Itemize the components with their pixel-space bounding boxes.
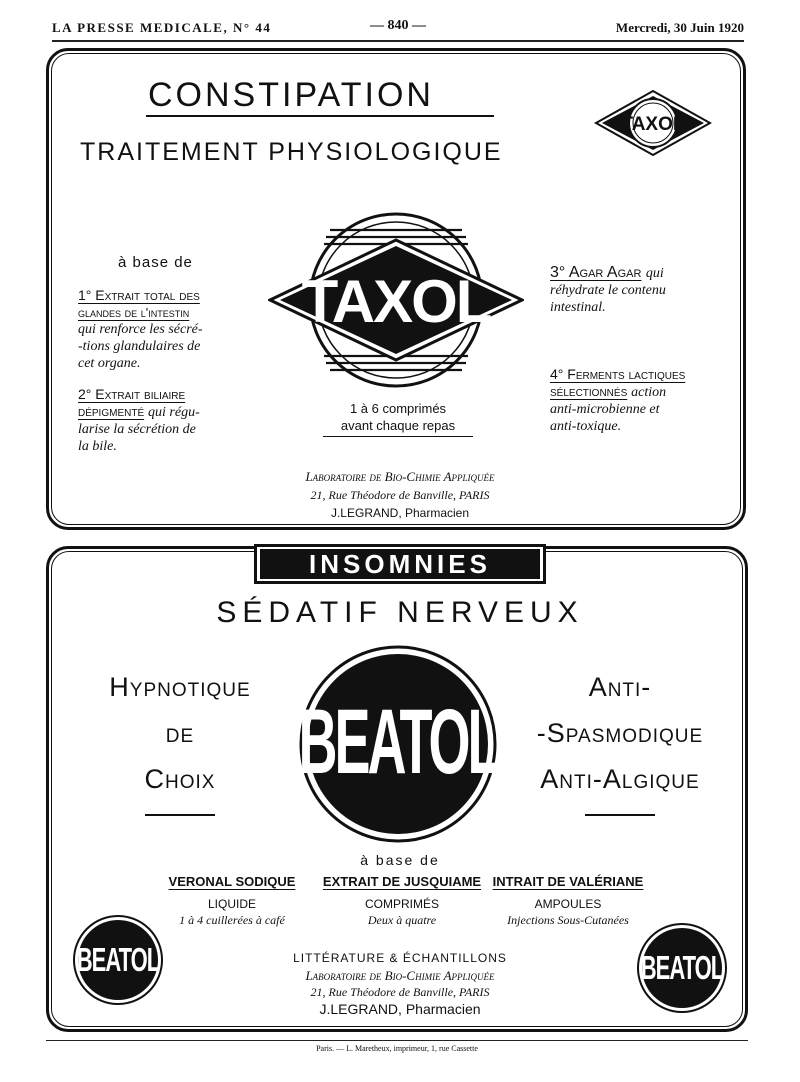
right-claim-2: -Spasmodique [536, 718, 704, 748]
corner-logo-right-text: BEATOL [640, 949, 724, 987]
beatol-col-1 [152, 874, 312, 928]
taxol-pharmacist: J.LEGRAND, Pharmacien [330, 506, 470, 520]
col-2-dose: Deux à quatre [367, 913, 437, 927]
page-header [52, 18, 744, 40]
beatol-left-claims [80, 664, 280, 816]
dosage-line-2: avant chaque repas [340, 418, 456, 433]
taxol-small-logo [594, 88, 712, 158]
beatol-base-label: à base de [360, 852, 440, 868]
col-1-form: LIQUIDE [207, 897, 256, 911]
col-1-head: VERONAL SODIQUE [168, 874, 296, 889]
col-2-head: EXTRAIT DE JUSQUIAME [322, 874, 482, 889]
beatol-lab-block [270, 950, 530, 1018]
taxol-item-3 [550, 264, 720, 316]
beatol-big-logo [298, 644, 498, 844]
item-4-body-b: anti-microbienne et anti-toxique. [550, 402, 660, 434]
beatol-right-claims [510, 664, 730, 816]
beatol-big-logo-text: BEATOL [298, 690, 498, 793]
beatol-corner-logo-right [636, 922, 728, 1014]
taxol-item-1 [78, 287, 238, 372]
taxol-small-logo-text: TAXOL [621, 114, 685, 135]
taxol-base-label: à base de [118, 254, 193, 271]
item-1-head-a: 1° Extrait total des [78, 287, 200, 303]
footer-rule [46, 1040, 748, 1041]
col-3-form: AMPOULES [534, 897, 602, 911]
item-3-body-a: qui [645, 266, 664, 281]
item-2-head-b: dépigmenté [78, 403, 145, 419]
insomnies-banner: INSOMNIES [260, 549, 540, 579]
item-4-head-a: 4° Ferments lactiques [550, 366, 686, 382]
taxol-big-logo-text: TAXOL [301, 268, 491, 335]
beatol-literature: LITTÉRATURE & ÉCHANTILLONS [293, 951, 507, 965]
left-claim-1: Hypnotique [109, 672, 251, 702]
taxol-item-2 [78, 386, 248, 455]
taxol-dosage [300, 400, 496, 437]
left-claim-3: Choix [144, 764, 216, 794]
printer-imprint: Paris. — L. Maretheux, imprimeur, 1, rue Cassette [316, 1044, 478, 1053]
item-2-head-a: 2° Extrait biliaire [78, 386, 186, 402]
journal-title: LA PRESSE MEDICALE, N° 44 [52, 20, 272, 35]
left-claim-2: de [165, 718, 195, 748]
beatol-corner-logo-left [72, 914, 164, 1006]
col-2-form: COMPRIMÉS [364, 897, 439, 911]
item-2-body-a: qui régu- [148, 405, 200, 420]
taxol-title: CONSTIPATION [148, 76, 434, 114]
item-4-head-b: sélectionnés [550, 383, 628, 399]
taxol-subtitle: TRAITEMENT PHYSIOLOGIQUE [80, 138, 503, 166]
item-3-head: 3° Agar Agar [550, 264, 642, 281]
beatol-title: SÉDATIF NERVEUX [216, 596, 584, 629]
taxol-item-4 [550, 366, 720, 435]
item-2-body-b: larise la sécrétion de la bile. [78, 422, 196, 454]
item-3-body-b: réhydrate le contenu intestinal. [550, 283, 666, 315]
item-1-body: qui renforce les sécré- -tions glandulaires de cet organe. [78, 322, 203, 371]
corner-logo-left-text: BEATOL [76, 941, 160, 979]
item-1-head-b: glandes de l'intestin [78, 305, 190, 320]
right-claim-1: Anti- [588, 672, 652, 702]
header-rule [52, 40, 744, 42]
beatol-col-2 [320, 874, 484, 928]
taxol-lab-block [240, 468, 560, 522]
taxol-big-logo [268, 210, 524, 390]
item-4-body-a: action [631, 385, 667, 400]
beatol-lab-address: 21, Rue Théodore de Banville, PARIS [310, 985, 490, 999]
taxol-lab-address: 21, Rue Théodore de Banville, PARIS [310, 488, 490, 502]
beatol-pharmacist: J.LEGRAND, Pharmacien [319, 1001, 481, 1017]
taxol-title-underline [146, 115, 494, 117]
beatol-col-3 [488, 874, 648, 928]
page-number: — 840 — [370, 18, 426, 33]
beatol-lab-name: Laboratoire de Bio-Chimie Appliquée [305, 968, 495, 983]
col-3-head: INTRAIT DE VALÉRIANE [492, 874, 644, 889]
dosage-line-1: 1 à 6 comprimés [349, 401, 447, 416]
taxol-lab-name: Laboratoire de Bio-Chimie Appliquée [305, 469, 495, 484]
issue-date: Mercredi, 30 Juin 1920 [615, 20, 744, 35]
col-1-dose: 1 à 4 cuillerées à café [179, 913, 285, 927]
right-claim-3: Anti-Algique [540, 764, 700, 794]
col-3-dose: Injections Sous-Cutanées [507, 913, 629, 927]
